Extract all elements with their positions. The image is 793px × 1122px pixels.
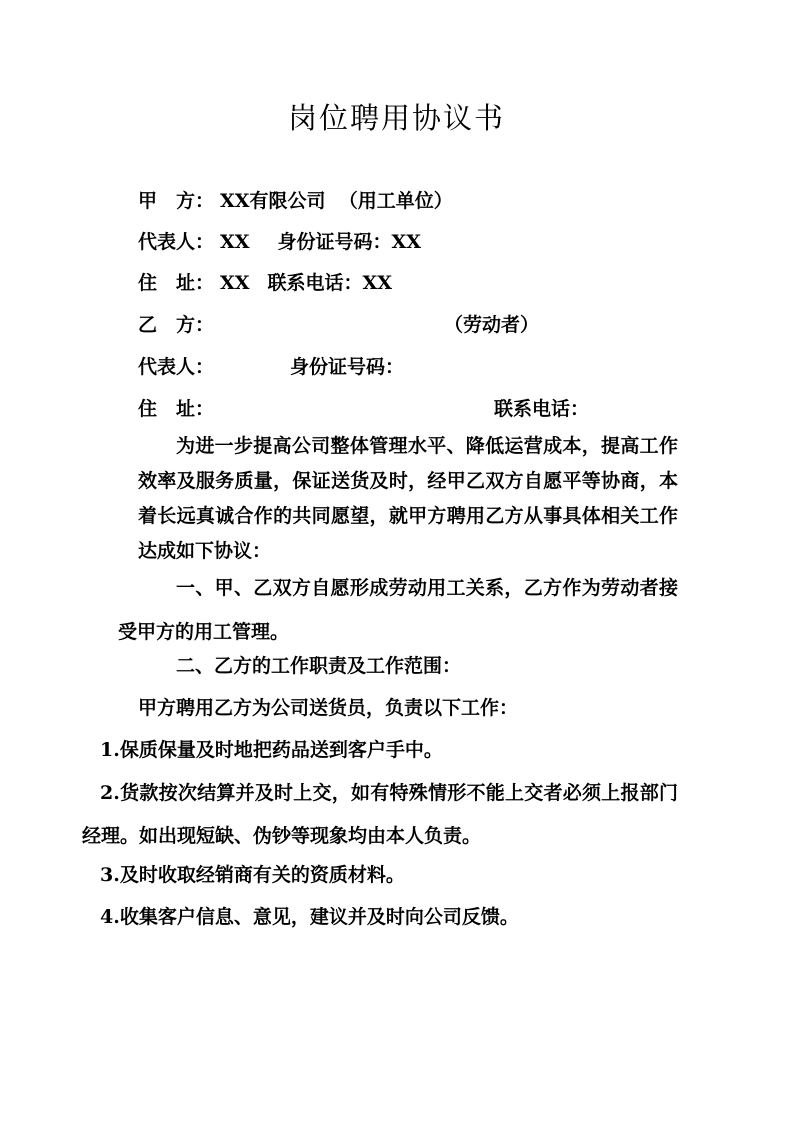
party-a-addr-line [138, 268, 392, 298]
party-a-rep-line [138, 227, 421, 257]
party-a-company: XX有限公司 [220, 190, 326, 212]
party-b-addr-label: 住 址： [138, 398, 215, 420]
party-a-label: 甲 方： [138, 190, 215, 212]
duty-item-2: 2.货款按次结算并及时上交，如有特殊情形不能上交者必须上报部门经理。如出现短缺、伪钞等现象均由本人负责。 [82, 782, 678, 847]
party-a-addr-label: 住 址： [138, 272, 215, 294]
party-b-label: 乙 方： [138, 314, 215, 336]
party-a-role: （用工单位） [338, 190, 453, 212]
party-b-id-label: 身份证号码： [290, 356, 405, 378]
party-b-phone-label: 联系电话： [494, 398, 590, 420]
party-a-id-label: 身份证号码： [277, 231, 392, 253]
clause-2-intro: 甲方聘用乙方为公司送货员，负责以下工作： [138, 697, 519, 719]
clause-2-title: 二、乙方的工作职责及工作范围： [176, 655, 462, 677]
duty-item-4: 4.收集客户信息、意见，建议并及时向公司反馈。 [100, 906, 519, 928]
party-b-rep-label: 代表人： [138, 356, 215, 378]
party-a-rep-label: 代表人： [138, 231, 215, 253]
party-a-rep-value: XX [220, 231, 250, 253]
party-a-phone-label: 联系电话： [267, 272, 363, 294]
party-b-role: （劳动者） [444, 314, 540, 336]
party-a-id-value: XX [391, 231, 421, 253]
duty-item-1: 1.保质保量及时地把药品送到客户手中。 [100, 739, 443, 761]
party-a-line [138, 186, 453, 216]
party-a-phone-value: XX [362, 272, 392, 294]
document-title: 岗位聘用协议书 [287, 101, 505, 135]
party-b-line [138, 310, 220, 340]
clause-1: 一、甲、乙双方自愿形成劳动用工关系，乙方作为劳动者接受甲方的用工管理。 [118, 577, 678, 643]
duty-item-3: 3.及时收取经销商有关的资质材料。 [100, 864, 405, 886]
party-a-addr-value: XX [220, 272, 250, 294]
intro-paragraph: 为进一步提高公司整体管理水平、降低运营成本，提高工作效率及服务质量，保证送货及时，经甲乙双方自愿平等协商，本着长远真诚合作的共同愿望，就甲方聘用乙方从事具体相关工作达成如下协议： [138, 435, 678, 562]
